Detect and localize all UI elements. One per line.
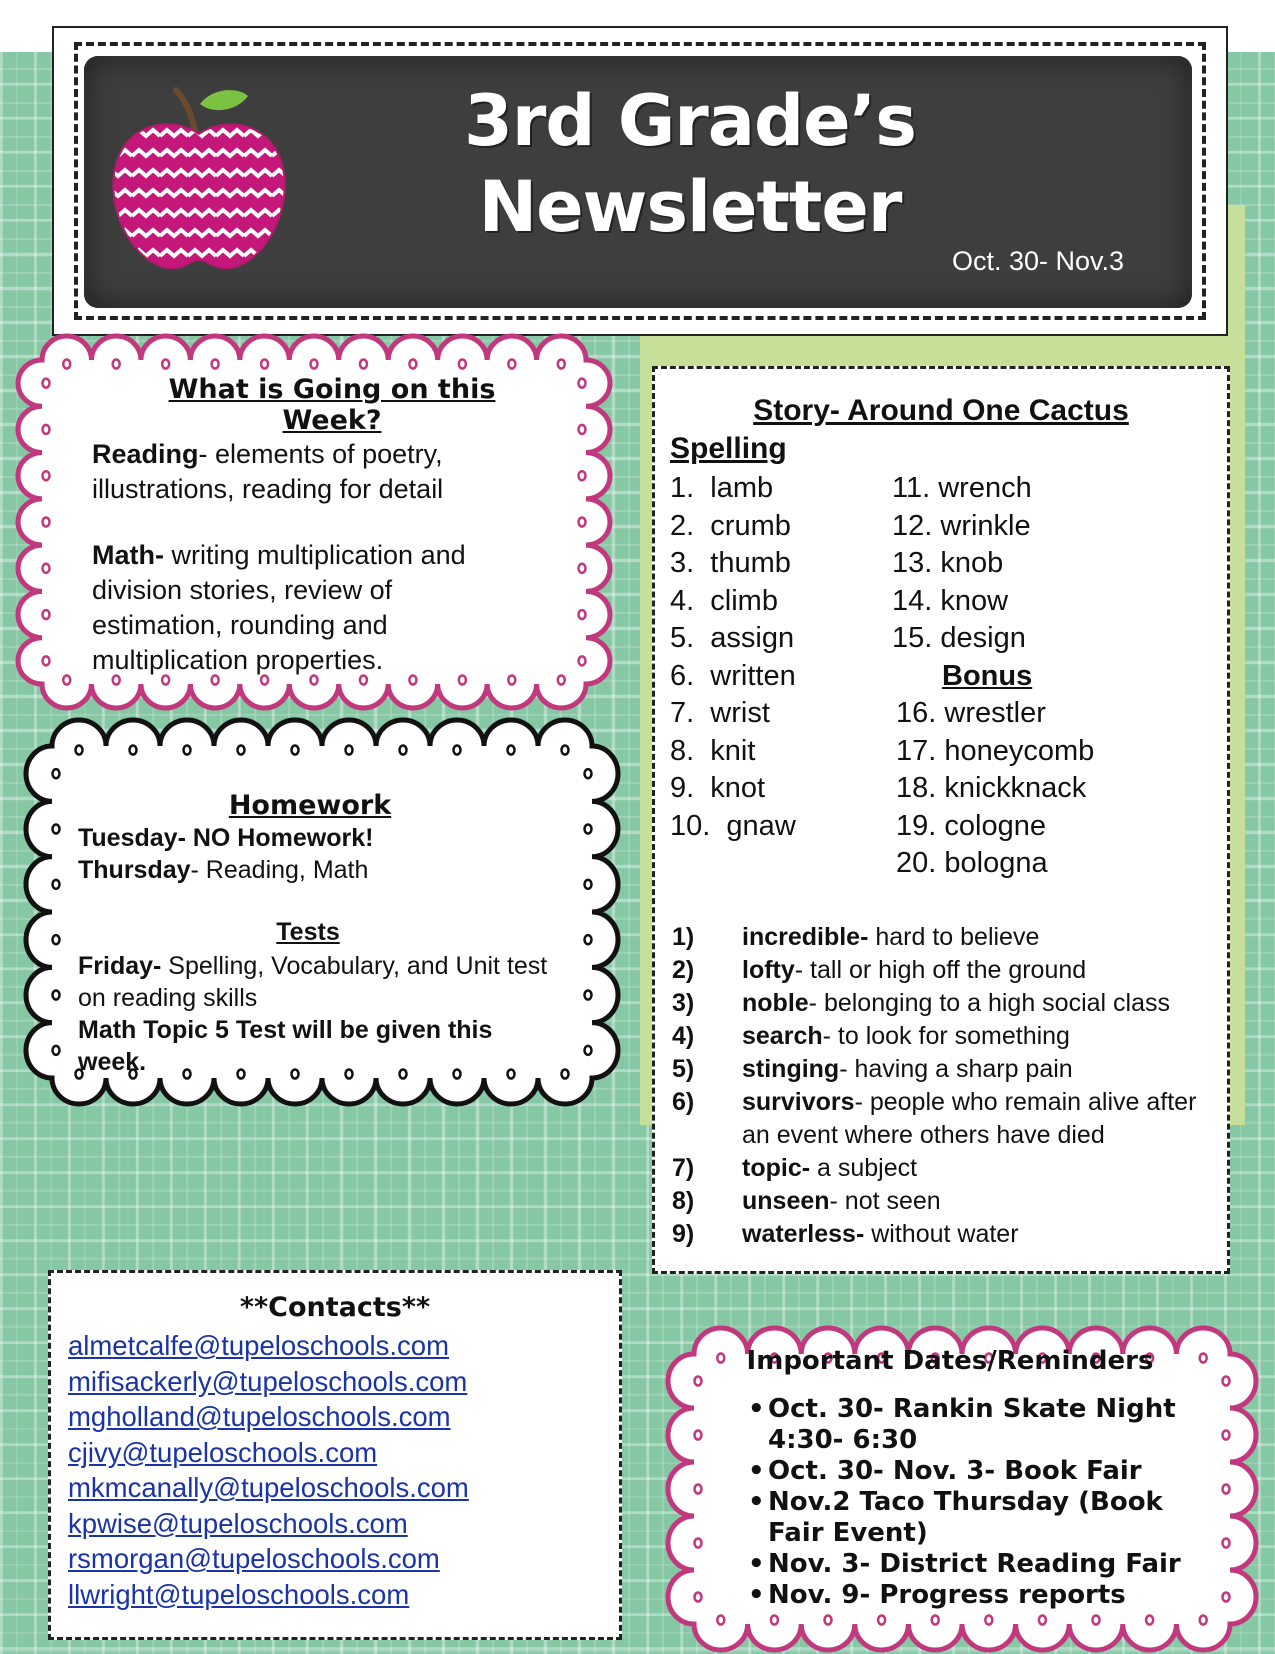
spelling-word: 10. gnaw <box>670 809 796 842</box>
vocab-number: 8) <box>672 1187 695 1215</box>
dates-list <box>748 1394 1188 1611</box>
vocab-item <box>672 1053 1220 1086</box>
thursday-label: Thursday <box>78 856 191 884</box>
vocab-word: search <box>742 1022 823 1050</box>
vocab-word: noble <box>742 989 809 1017</box>
vocab-word: unseen <box>742 1187 830 1215</box>
date-reminder-item <box>748 1394 1188 1456</box>
contact-email-link[interactable]: cjivy@tupeloschools.com <box>68 1436 378 1468</box>
vocab-item <box>672 1086 1220 1152</box>
vocab-number: 2) <box>672 956 695 984</box>
vocab-definition: - tall or high off the ground <box>794 956 1087 984</box>
vocab-number: 1) <box>672 923 695 951</box>
math-test-note: Math Topic 5 Test will be given this week. <box>78 1016 493 1076</box>
spelling-word: 15. design <box>892 622 1026 654</box>
reading-paragraph <box>92 437 512 507</box>
title-line-1: 3rd Grade’s <box>464 80 916 162</box>
vocab-word: survivors <box>742 1088 855 1116</box>
date-reminder-item <box>748 1456 1188 1487</box>
vocab-definition: - belonging to a high social class <box>808 989 1170 1017</box>
story-title: Story- Around One Cactus <box>753 394 1129 427</box>
math-paragraph <box>92 538 512 678</box>
date-reminder-item <box>748 1487 1188 1549</box>
reading-text: - elements of poetry, illustrations, reading for detail <box>92 439 444 504</box>
contacts-email-list <box>68 1328 469 1612</box>
date-range: Oct. 30- Nov.3 <box>952 246 1125 276</box>
vocab-item <box>672 1020 1220 1053</box>
bullet-icon: • <box>748 1580 765 1610</box>
vocab-number: 3) <box>672 989 695 1017</box>
vocab-item <box>672 987 1220 1020</box>
homework-thursday <box>78 854 558 886</box>
spelling-word: 7. wrist <box>670 697 770 729</box>
spelling-word: 14. know <box>892 584 1009 617</box>
thursday-text: - Reading, Math <box>190 856 369 884</box>
bullet-icon: • <box>748 1549 765 1579</box>
contact-email-link[interactable]: rsmorgan@tupeloschools.com <box>68 1543 440 1574</box>
spelling-word: 4. climb <box>670 584 778 617</box>
vocab-word: incredible- <box>742 923 869 951</box>
homework-title: Homework <box>228 790 392 821</box>
vocab-definition: a subject <box>810 1154 918 1182</box>
vocab-item <box>672 954 1220 987</box>
vocab-word: stinging <box>742 1055 840 1083</box>
vocab-number: 6) <box>672 1088 695 1116</box>
spelling-words-bonus <box>896 695 1094 883</box>
spelling-word: 11. wrench <box>892 472 1032 504</box>
vocab-number: 7) <box>672 1154 695 1182</box>
date-reminder-text: Nov.2 Taco Thursday (Book Fair Event) <box>768 1487 1163 1548</box>
vocabulary-list <box>672 921 1220 1251</box>
homework-list <box>78 822 558 886</box>
vocab-number: 4) <box>672 1022 695 1050</box>
date-reminder-text: Oct. 30- Nov. 3- Book Fair <box>768 1456 1142 1486</box>
vocab-item <box>672 1185 1220 1218</box>
bullet-icon: • <box>748 1394 765 1424</box>
friday-text: Spelling, Vocabulary, and Unit test on reading skills <box>78 952 548 1012</box>
math-label: Math- <box>92 540 164 570</box>
spelling-words-right <box>892 470 1032 658</box>
spelling-heading: Spelling <box>670 432 787 465</box>
vocab-definition: hard to believe <box>868 923 1040 951</box>
bonus-word: 16. wrestler <box>896 697 1046 729</box>
contact-email-link[interactable]: mifisackerly@tupeloschools.com <box>68 1365 468 1397</box>
spelling-word: 3. thumb <box>670 547 791 579</box>
spelling-words-left <box>670 470 796 845</box>
vocab-definition: - people who remain alive after an event where others have died <box>742 1088 1197 1149</box>
dates-title: Important Dates/Reminders <box>746 1346 1154 1376</box>
date-reminder-item <box>748 1580 1188 1611</box>
math-text: writing multiplication and division stories, review of estimation, rounding and multiplication properties. <box>92 540 466 675</box>
tests-friday <box>78 950 548 1014</box>
bonus-word: 20. bologna <box>896 847 1048 879</box>
vocab-item <box>672 1152 1220 1185</box>
contact-email-link[interactable]: kpwise@tupeloschools.com <box>68 1507 408 1539</box>
vocab-definition: - not seen <box>829 1187 941 1215</box>
date-reminder-text: Nov. 3- District Reading Fair <box>768 1549 1181 1579</box>
homework-tuesday: Tuesday- NO Homework! <box>78 824 374 852</box>
bullet-icon: • <box>748 1487 765 1517</box>
tests-title: Tests <box>276 918 340 946</box>
vocab-number: 5) <box>672 1055 695 1083</box>
bonus-heading: Bonus <box>942 660 1033 692</box>
spelling-word: 6. written <box>670 659 796 692</box>
bonus-word: 17. honeycomb <box>896 734 1095 767</box>
apple-icon <box>104 84 294 276</box>
friday-label: Friday- <box>78 952 162 980</box>
spelling-word: 5. assign <box>670 622 795 654</box>
vocab-definition: without water <box>864 1220 1019 1248</box>
title-line-2: Newsletter <box>478 166 902 248</box>
date-reminder-text: Oct. 30- Rankin Skate Night 4:30- 6:30 <box>768 1394 1176 1455</box>
vocab-word: lofty <box>742 956 795 984</box>
spelling-word: 9. knot <box>670 772 766 804</box>
tests-list <box>78 950 548 1078</box>
vocab-word: topic- <box>742 1154 811 1182</box>
contacts-title: **Contacts** <box>239 1292 431 1323</box>
date-reminder-item <box>748 1549 1188 1580</box>
bonus-word: 18. knickknack <box>896 772 1087 804</box>
contact-email-link[interactable]: mgholland@tupeloschools.com <box>68 1401 451 1432</box>
spelling-word: 12. wrinkle <box>892 509 1031 542</box>
vocab-item <box>672 921 1220 954</box>
spelling-word: 13. knob <box>892 547 1004 579</box>
contact-email-link[interactable]: almetcalfe@tupeloschools.com <box>68 1330 450 1361</box>
vocab-item <box>672 1218 1220 1251</box>
spelling-word: 2. crumb <box>670 509 791 542</box>
vocab-word: waterless- <box>742 1220 865 1248</box>
contact-email-link[interactable]: mkmcanally@tupeloschools.com <box>68 1472 469 1503</box>
vocab-definition: - having a sharp pain <box>839 1055 1073 1083</box>
bonus-word: 19. cologne <box>896 809 1046 842</box>
vocab-definition: - to look for something <box>822 1022 1070 1050</box>
spelling-word: 1. lamb <box>670 472 774 504</box>
this-week-title: What is Going on this Week? <box>168 374 496 436</box>
spelling-word: 8. knit <box>670 734 756 767</box>
contact-email-link[interactable]: llwright@tupeloschools.com <box>68 1578 410 1610</box>
reading-label: Reading <box>92 439 199 469</box>
bullet-icon: • <box>748 1456 765 1486</box>
vocab-number: 9) <box>672 1220 695 1248</box>
newsletter-title <box>440 78 940 250</box>
date-reminder-text: Nov. 9- Progress reports <box>768 1580 1126 1610</box>
